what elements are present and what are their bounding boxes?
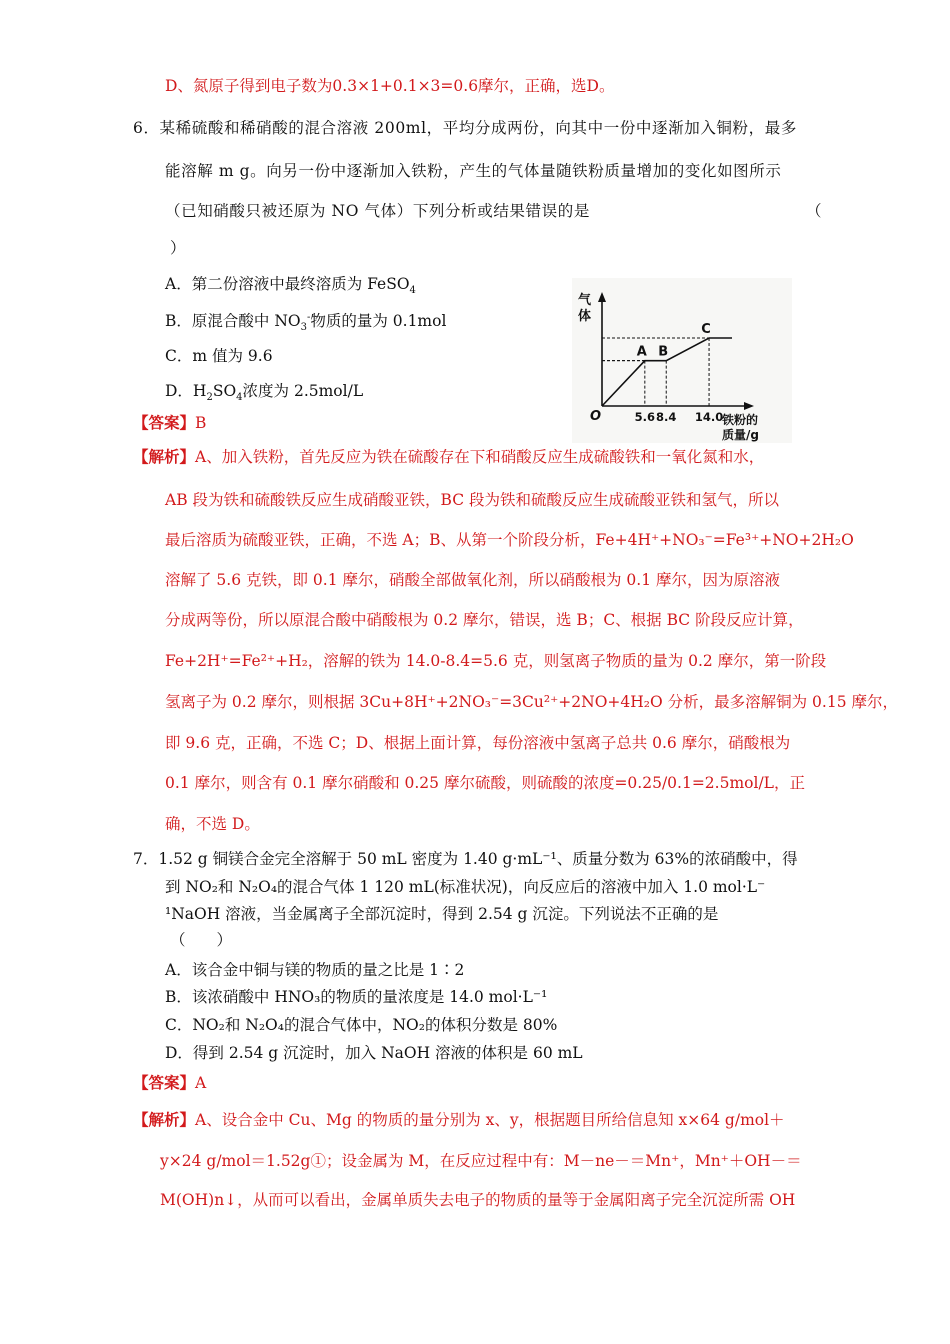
q6-stem-line-3: （已知硝酸只被还原为 NO 气体）下列分析或结果错误的是 (165, 202, 590, 220)
point-label-c: C (701, 322, 711, 337)
q6-option-a: A．第二份溶液中最终溶质为 FeSO$_4$ (165, 275, 416, 297)
x-tick-label: 5.6 (634, 410, 656, 424)
q7-analysis-line-3: M(OH)n↓，从而可以看出，金属单质失去电子的物质的量等于金属阳离子完全沉淀所需 OH (160, 1191, 796, 1209)
q7-stem-line-2: 到 NO₂和 N₂O₄的混合气体 1 120 mL(标准状况)，向反应后的溶液中加入 1.0 mol·L⁻ (165, 878, 766, 896)
q6-stem-line-1: 6．某稀硫酸和稀硝酸的混合溶液 200ml，平均分成两份，向其中一份中逐渐加入铜粉，最多 (133, 119, 797, 137)
q6-analysis-line-3: 最后溶质为硫酸亚铁，正确，不选 A；B、从第一个阶段分析，Fe+4H⁺+NO₃⁻=Fe³⁺+NO+2H₂O (165, 531, 854, 549)
q6-analysis-line-10: 确，不选 D。 (165, 815, 260, 833)
q6-paren-close: ） (170, 239, 186, 257)
q6-paren-open: （ (806, 202, 822, 220)
q6-option-b: B．原混合酸中 $NO_3^-$物质的量为 0.1mol (165, 311, 447, 334)
q6-analysis-line-9: 0.1 摩尔，则含有 0.1 摩尔硝酸和 0.25 摩尔硫酸，则硫酸的浓度=0.25/0.1=2.5mol/L，正 (165, 774, 805, 792)
y-label-2: 体 (578, 309, 592, 324)
q6-answer: 【答案】B (133, 413, 207, 432)
x-label-2: 质量/g (722, 428, 759, 442)
q7-answer: 【答案】A (133, 1073, 207, 1092)
q7-analysis-line-2: y×24 g/mol＝1.52g①；设金属为 M，在反应过程中有：M－ne－＝Mn⁺，Mn⁺＋OH－＝ (160, 1152, 802, 1170)
q6-analysis-line-1: 【解析】A、加入铁粉，首先反应为铁在硫酸存在下和硝酸反应生成硫酸铁和一氧化氮和水， (133, 447, 765, 466)
q6-analysis-line-2: AB 段为铁和硫酸铁反应生成硝酸亚铁，BC 段为铁和硫酸反应生成硫酸亚铁和氢气，所以 (165, 491, 779, 509)
q6-analysis-line-8: 即 9.6 克，正确，不选 C；D、根据上面计算，每份溶液中氢离子总共 0.6 摩尔，硝酸根为 (165, 734, 791, 752)
q7-option-d: D．得到 2.54 g 沉淀时，加入 NaOH 溶液的体积是 60 mL (165, 1044, 583, 1062)
x-tick-label: 8.4 (656, 410, 677, 424)
q7-option-c: C．NO₂和 N₂O₄的混合气体中，NO₂的体积分数是 80% (165, 1016, 558, 1034)
q6-analysis-line-4: 溶解了 5.6 克铁，即 0.1 摩尔，硝酸全部做氧化剂，所以硝酸根为 0.1 摩尔，因为原溶液 (165, 571, 781, 589)
q7-option-a: A．该合金中铜与镁的物质的量之比是 1∶2 (165, 961, 465, 979)
point-label-b: B (658, 344, 669, 360)
q6-option-c: C．m 值为 9.6 (165, 347, 273, 365)
q7-stem-line-3: ¹NaOH 溶液，当金属离子全部沉淀时，得到 2.54 g 沉淀。下列说法不正确的是 (165, 905, 719, 923)
q7-analysis-line-1: 【解析】A、设合金中 Cu、Mg 的物质的量分别为 x、y，根据题目所给信息知 x×64 g/mol＋ (133, 1110, 785, 1129)
q6-stem-line-2: 能溶解 m g。向另一份中逐渐加入铁粉，产生的气体量随铁粉质量增加的变化如图所示 (165, 162, 782, 180)
y-label-1: 气 (578, 293, 592, 308)
origin-label: O (590, 409, 602, 424)
q6-analysis-line-5: 分成两等份，所以原混合酸中硝酸根为 0.2 摩尔，错误，选 B；C、根据 BC 阶段反应计算， (165, 611, 804, 629)
q7-paren: （ ） (170, 931, 233, 949)
q6-analysis-line-7: 氢离子为 0.2 摩尔，则根据 3Cu+8H⁺+2NO₃⁻=3Cu²⁺+2NO+4H₂O 分析，最多溶解铜为 0.15 摩尔， (165, 693, 898, 711)
q7-option-b: B．该浓硝酸中 HNO₃的物质的量浓度是 14.0 mol·L⁻¹ (165, 988, 548, 1006)
q6-analysis-line-6: Fe+2H⁺=Fe²⁺+H₂，溶解的铁为 14.0-8.4=5.6 克，则氢离子物质的量为 0.2 摩尔，第一阶段 (165, 652, 827, 670)
q7-stem-line-1: 7．1.52 g 铜镁合金完全溶解于 50 mL 密度为 1.40 g·mL⁻¹、质量分数为 63%的浓硝酸中，得 (133, 850, 798, 868)
point-label-a: A (636, 344, 647, 360)
x-tick-label: 14.0 (694, 410, 724, 424)
fe-gas-graph (572, 278, 792, 443)
x-label-1: 铁粉的 (722, 413, 759, 427)
previous-answer-d-line: D、氮原子得到电子数为0.3×1+0.1×3=0.6摩尔，正确，选D。 (165, 77, 615, 95)
q6-option-d: D．$H_2SO_4$浓度为 2.5mol/L (165, 382, 364, 404)
